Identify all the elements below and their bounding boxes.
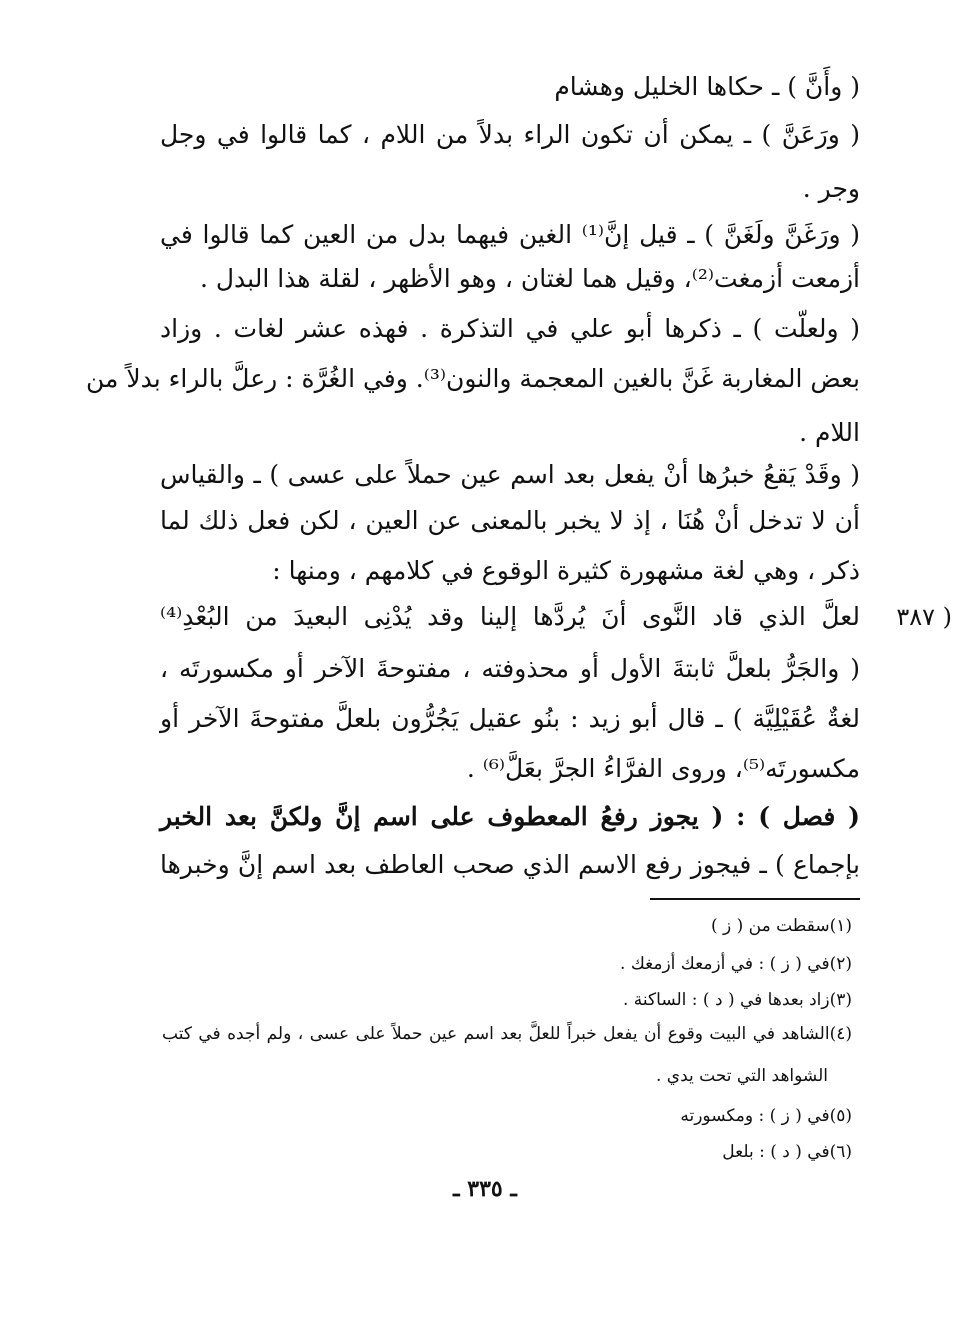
text-line-6: ( ولعلّت ) ـ ذكرها أبو علي في التذكرة . فهذه عشر لغات . وزاد: [160, 314, 860, 343]
text-line-17: بإجماع ) ـ فيجوز رفع الاسم الذي صحب العاطف بعد اسم إنَّ وخبرها: [160, 850, 860, 879]
footnote-6: (٦)في ( د ) : بلعل: [722, 1142, 852, 1162]
footnote-3: (٣)زاد بعدها في ( د ) : الساكنة .: [623, 990, 852, 1010]
page-number: ـ ٣٣٥ ـ: [453, 1176, 517, 1202]
footnote-5: (٥)في ( ز ) : ومكسورته: [680, 1106, 852, 1126]
footnote-divider: [650, 898, 860, 900]
text-line-14: لغةٌ عُقَيْلِيَّة ) ـ قال أبو زيد : بنُو عقيل يَجُرُّون بلعلَّ مفتوحةَ الآخر أو: [160, 704, 860, 733]
text-line-11: ذكر ، وهي لغة مشهورة كثيرة الوقوع في كلامهم ، ومنها :: [272, 556, 860, 585]
footnote-4-continued: الشواهد التي تحت يدي .: [655, 1066, 828, 1086]
footnote-4: (٤)الشاهد في البيت وقوع أن يفعل خبراً للعلَّ بعد اسم عين حملاً على عسى ، ولم أجده في كتب: [162, 1024, 852, 1044]
text-line-4: ( ورَغَنَّ ولَغَنَّ ) ـ قيل إنَّ⁽¹⁾ الغين فيهما بدل من العين كما قالوا في: [160, 220, 860, 249]
footnote-1: (١)سقطت من ( ز ): [710, 916, 852, 936]
text-line-1: ( وأَنَّ ) ـ حكاها الخليل وهشام: [554, 72, 860, 101]
footnote-2: (٢)في ( ز ) : في أزمعك أزمغك .: [620, 954, 852, 974]
text-line-5: أزمعت أزمغت⁽²⁾، وقيل هما لغتان ، وهو الأظهر ، لقلة هذا البدل .: [200, 264, 860, 293]
verse-number: ( ٣٨٧: [896, 603, 952, 631]
section-heading-line: ( فصل ) : ( يجوز رفعُ المعطوف على اسم إنَّ ولكنَّ بعد الخبر: [160, 802, 860, 831]
poetry-verse: لعلَّ الذي قاد النَّوى أنَ يُردَّها إلينا وقد يُدْنِى البعيدَ من البُعْدِ⁽⁴⁾: [160, 602, 860, 631]
text-line-15: مكسورتَه⁽⁵⁾، وروى الفرَّاءُ الجرَّ بعَلَّ⁽⁶⁾ .: [466, 754, 860, 783]
text-line-7: بعض المغاربة غَنَّ بالغين المعجمة والنون⁽³⁾. وفي الغُرَّة : رعلَّ بالراء بدلاً من: [85, 364, 860, 393]
text-line-8: اللام .: [799, 418, 860, 447]
text-line-13: ( والجَرُّ بلعلَّ ثابتةَ الأول أو محذوفته ، مفتوحةَ الآخر أو مكسورتَه ،: [160, 654, 860, 683]
text-line-9: ( وقَدْ يَقعُ خبرُها أنْ يفعل بعد اسم عين حملاً على عسى ) ـ والقياس: [160, 460, 860, 489]
text-line-10: أن لا تدخل أنْ هُنَا ، إذ لا يخبر بالمعنى عن العين ، لكن فعل ذلك لما: [160, 506, 860, 535]
text-line-3: وجر .: [802, 174, 860, 203]
text-line-2: ( ورَعَنَّ ) ـ يمكن أن تكون الراء بدلاً من اللام ، كما قالوا في وجل: [160, 120, 860, 149]
